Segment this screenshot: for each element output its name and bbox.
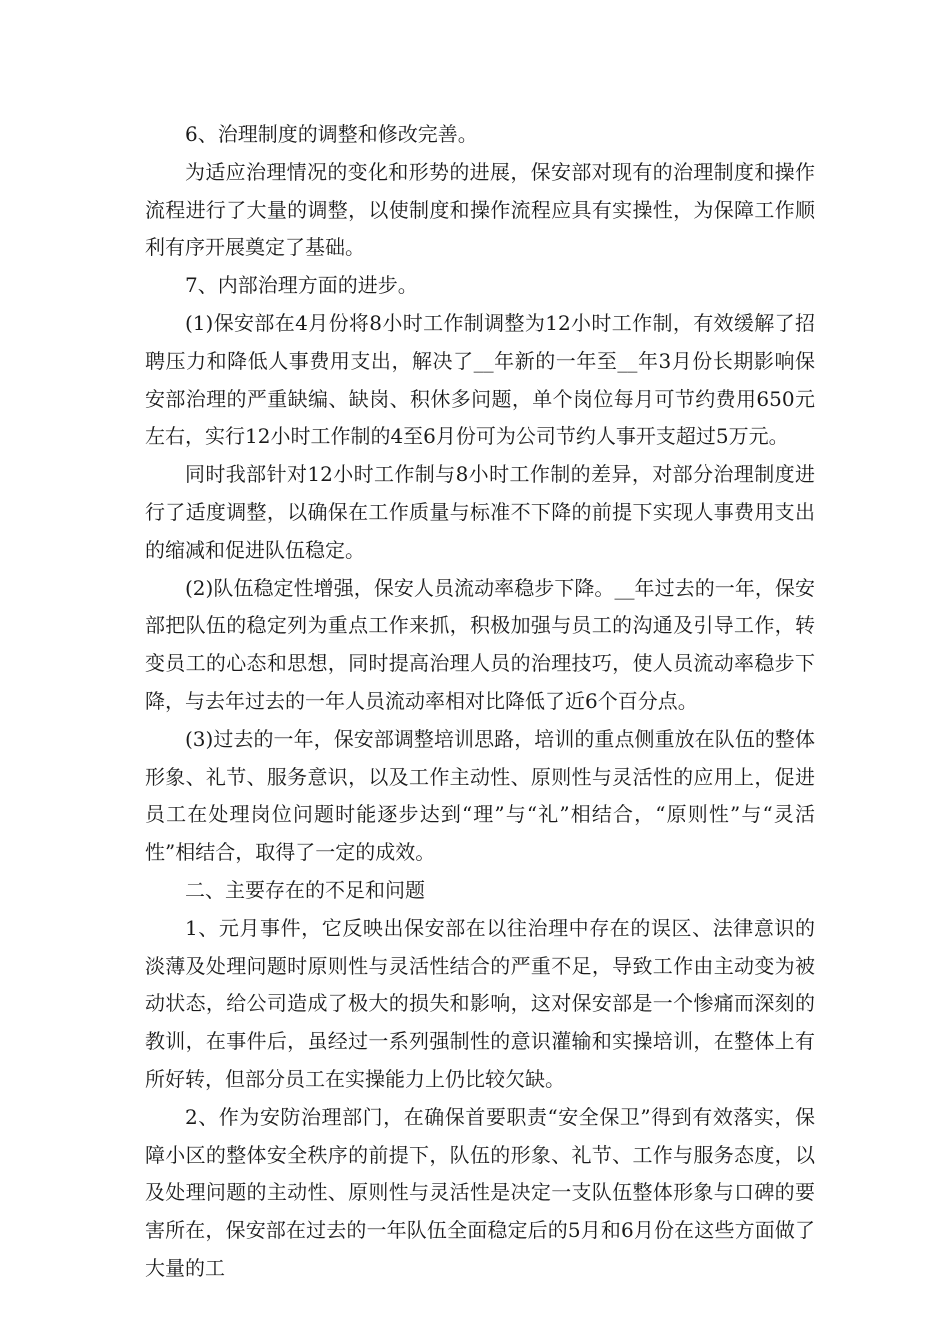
paragraph: (2)队伍稳定性增强，保安人员流动率稳步下降。__年过去的一年，保安部把队伍的稳定列为重点工作来抓，积极加强与员工的沟通及引导工作，转变员工的心态和思想，同时提高治理人员的治理技巧，使人员流动率稳步下降，与去年过去的一年人员流动率相对比降低了近6个百分点。 (145, 575, 815, 713)
paragraph: 为适应治理情况的变化和形势的进展，保安部对现有的治理制度和操作流程进行了大量的调整，以使制度和操作流程应具有实操性，为保障工作顺利有序开展奠定了基础。 (145, 159, 815, 260)
document-body (145, 116, 815, 1288)
section-heading: 二、主要存在的不足和问题 (185, 877, 425, 902)
paragraph: 2、作为安防治理部门，在确保首要职责“安全保卫”得到有效落实，保障小区的整体安全秩序的前提下，队伍的形象、礼节、工作与服务态度，以及处理问题的主动性、原则性与灵活性是决定一支队伍整体形象与口碑的要害所在，保安部在过去的一年队伍全面稳定后的5月和6月份在这些方面做了大量的工 (145, 1104, 815, 1280)
paragraph: (1)保安部在4月份将8小时工作制调整为12小时工作制，有效缓解了招聘压力和降低人事费用支出，解决了__年新的一年至__年3月份长期影响保安部治理的严重缺编、缺岗、积休多问题，单个岗位每月可节约费用650元左右，实行12小时工作制的4至6月份可为公司节约人事开支超过5万元。 (145, 310, 815, 449)
paragraph: 1、元月事件，它反映出保安部在以往治理中存在的误区、法律意识的淡薄及处理问题时原则性与灵活性结合的严重不足，导致工作由主动变为被动状态，给公司造成了极大的损失和影响，这对保安部是一个惨痛而深刻的教训，在事件后，虽经过一系列强制性的意识灌输和实操培训，在整体上有所好转，但部分员工在实操能力上仍比较欠缺。 (145, 915, 815, 1091)
paragraph: 同时我部针对12小时工作制与8小时工作制的差异，对部分治理制度进行了适度调整，以确保在工作质量与标准不下降的前提下实现人事费用支出的缩减和促进队伍稳定。 (145, 462, 815, 562)
paragraph: (3)过去的一年，保安部调整培训思路，培训的重点侧重放在队伍的整体形象、礼节、服务意识，以及工作主动性、原则性与灵活性的应用上，促进员工在处理岗位问题时能逐步达到“理”与“礼”相结合，“原则性”与“灵活性”相结合，取得了一定的成效。 (145, 726, 815, 865)
paragraph-heading-6: 6、治理制度的调整和修改完善。 (185, 122, 478, 146)
paragraph-heading-7: 7、内部治理方面的进步。 (185, 273, 418, 298)
